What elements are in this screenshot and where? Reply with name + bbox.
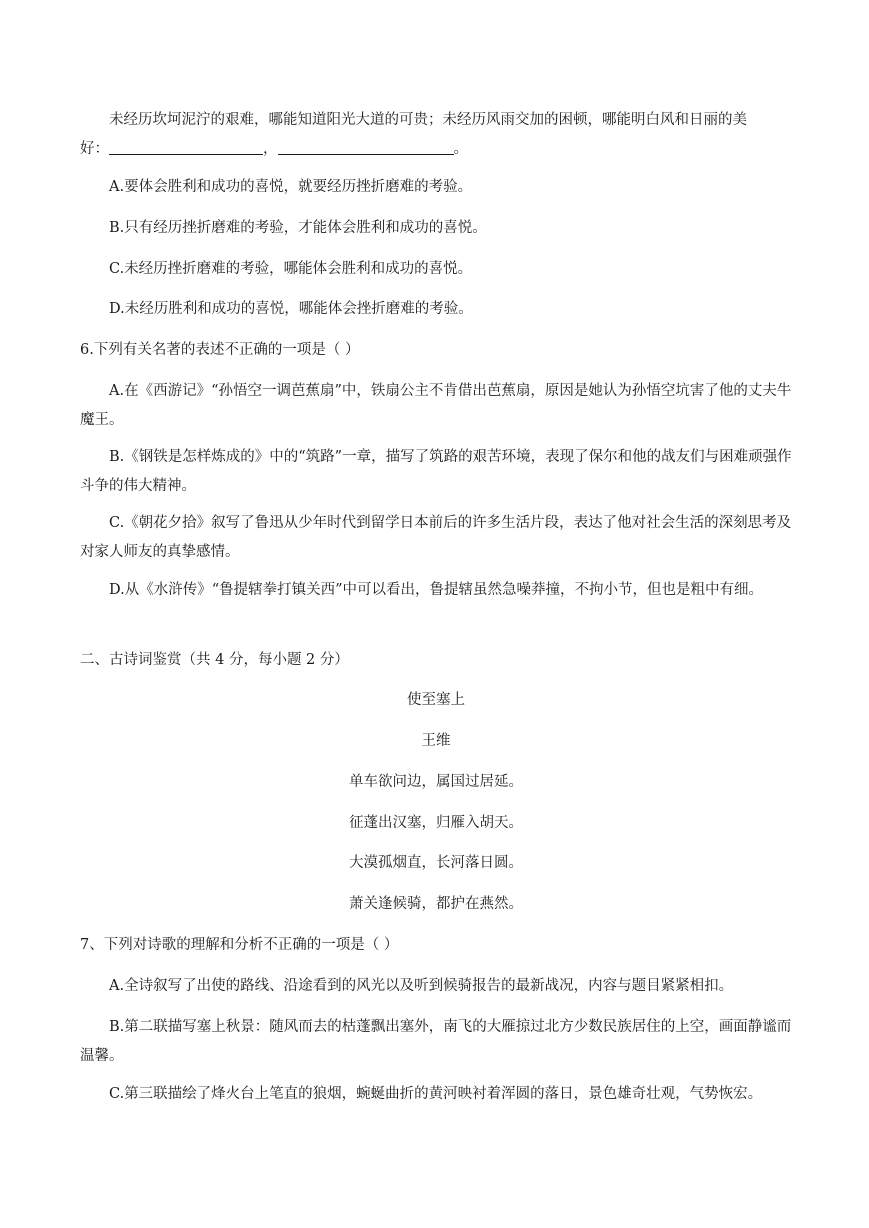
intro-line-1	[80, 106, 792, 135]
q7-option-c-text: C.第三联描绘了烽火台上笔直的狼烟，蜿蜒曲折的黄河映衬着浑圆的落日，景色雄奇壮观，气势恢宏。	[109, 1086, 763, 1102]
q7-option-c	[80, 1080, 792, 1109]
answer-blank-1[interactable]	[109, 136, 263, 155]
poem-line-4	[80, 890, 792, 919]
q5-option-b	[80, 214, 792, 243]
q7-option-b	[80, 1013, 792, 1071]
q5-option-c-text: C.未经历挫折磨难的考验，哪能体会胜利和成功的喜悦。	[109, 261, 473, 277]
poem-line-text: 萧关逢候骑，都护在燕然。	[349, 896, 523, 912]
q7-option-a-text: A.全诗叙写了出使的路线、沿途看到的风光以及听到候骑报告的最新战况，内容与题目紧紧相扣。	[109, 978, 734, 994]
poem-line-text: 单车欲问边，属国过居延。	[349, 774, 523, 790]
q6-stem	[80, 336, 792, 365]
q7-stem-text: 7、下列对诗歌的理解和分析不正确的一项是（ ）	[80, 937, 399, 953]
intro-separator: ，	[263, 141, 278, 157]
poem-line-text: 征蓬出汉塞，归雁入胡天。	[349, 815, 523, 831]
q7-option-a	[80, 972, 792, 1001]
poem-line-1	[80, 768, 792, 797]
q6-option-d	[80, 576, 792, 605]
q5-option-d	[80, 295, 792, 324]
q5-option-b-text: B.只有经历挫折磨难的考验，才能体会胜利和成功的喜悦。	[109, 220, 487, 236]
poem-title-text: 使至塞上	[407, 692, 465, 708]
poem-author	[80, 727, 792, 756]
poem-line-text: 大漠孤烟直，长河落日圆。	[349, 855, 523, 871]
q5-option-a	[80, 173, 792, 202]
q6-option-c	[80, 509, 792, 567]
q6-option-a-text: A.在《西游记》“孙悟空一调芭蕉扇”中，铁扇公主不肯借出芭蕉扇，原因是她认为孙悟空坑害了他的丈夫牛魔王。	[80, 383, 792, 428]
poem-title	[80, 686, 792, 715]
section-heading-text: 二、古诗词鉴赏（共 4 分，每小题 2 分）	[80, 652, 349, 668]
section-heading-poetry	[80, 646, 792, 675]
poem-author-text: 王维	[421, 733, 451, 749]
poem-line-3	[80, 849, 792, 878]
answer-blank-2[interactable]	[278, 136, 454, 155]
q7-stem	[80, 931, 792, 960]
q5-option-a-text: A.要体会胜利和成功的喜悦，就要经历挫折磨难的考验。	[109, 179, 473, 195]
intro-end: 。	[453, 141, 468, 157]
q6-option-b	[80, 443, 792, 501]
q7-option-b-text: B.第二联描写塞上秋景：随风而去的枯蓬飘出塞外，南飞的大雁掠过北方少数民族居住的上空，画面静谧而温馨。	[80, 1019, 792, 1064]
q6-option-a	[80, 377, 792, 435]
intro-text: 未经历坎坷泥泞的艰难，哪能知道阳光大道的可贵；未经历风雨交加的困顿，哪能明白风和日丽的美	[109, 112, 747, 128]
q6-stem-text: 6.下列有关名著的表述不正确的一项是（ ）	[80, 342, 360, 358]
q5-option-d-text: D.未经历胜利和成功的喜悦，哪能体会挫折磨难的考验。	[109, 301, 473, 317]
q5-option-c	[80, 255, 792, 284]
q6-option-b-text: B.《钢铁是怎样炼成的》中的“筑路”一章，描写了筑路的艰苦环境，表现了保尔和他的战友们与困难顽强作斗争的伟大精神。	[80, 449, 792, 494]
poem-line-2	[80, 809, 792, 838]
intro-prefix: 好：	[80, 141, 109, 157]
intro-line-2	[80, 135, 792, 164]
q6-option-c-text: C.《朝花夕拾》叙写了鲁迅从少年时代到留学日本前后的许多生活片段，表达了他对社会生活的深刻思考及对家人师友的真挚感情。	[80, 515, 792, 560]
q6-option-d-text: D.从《水浒传》“鲁提辖拳打镇关西”中可以看出，鲁提辖虽然急噪莽撞，不拘小节，但也是粗中有细。	[109, 582, 764, 598]
